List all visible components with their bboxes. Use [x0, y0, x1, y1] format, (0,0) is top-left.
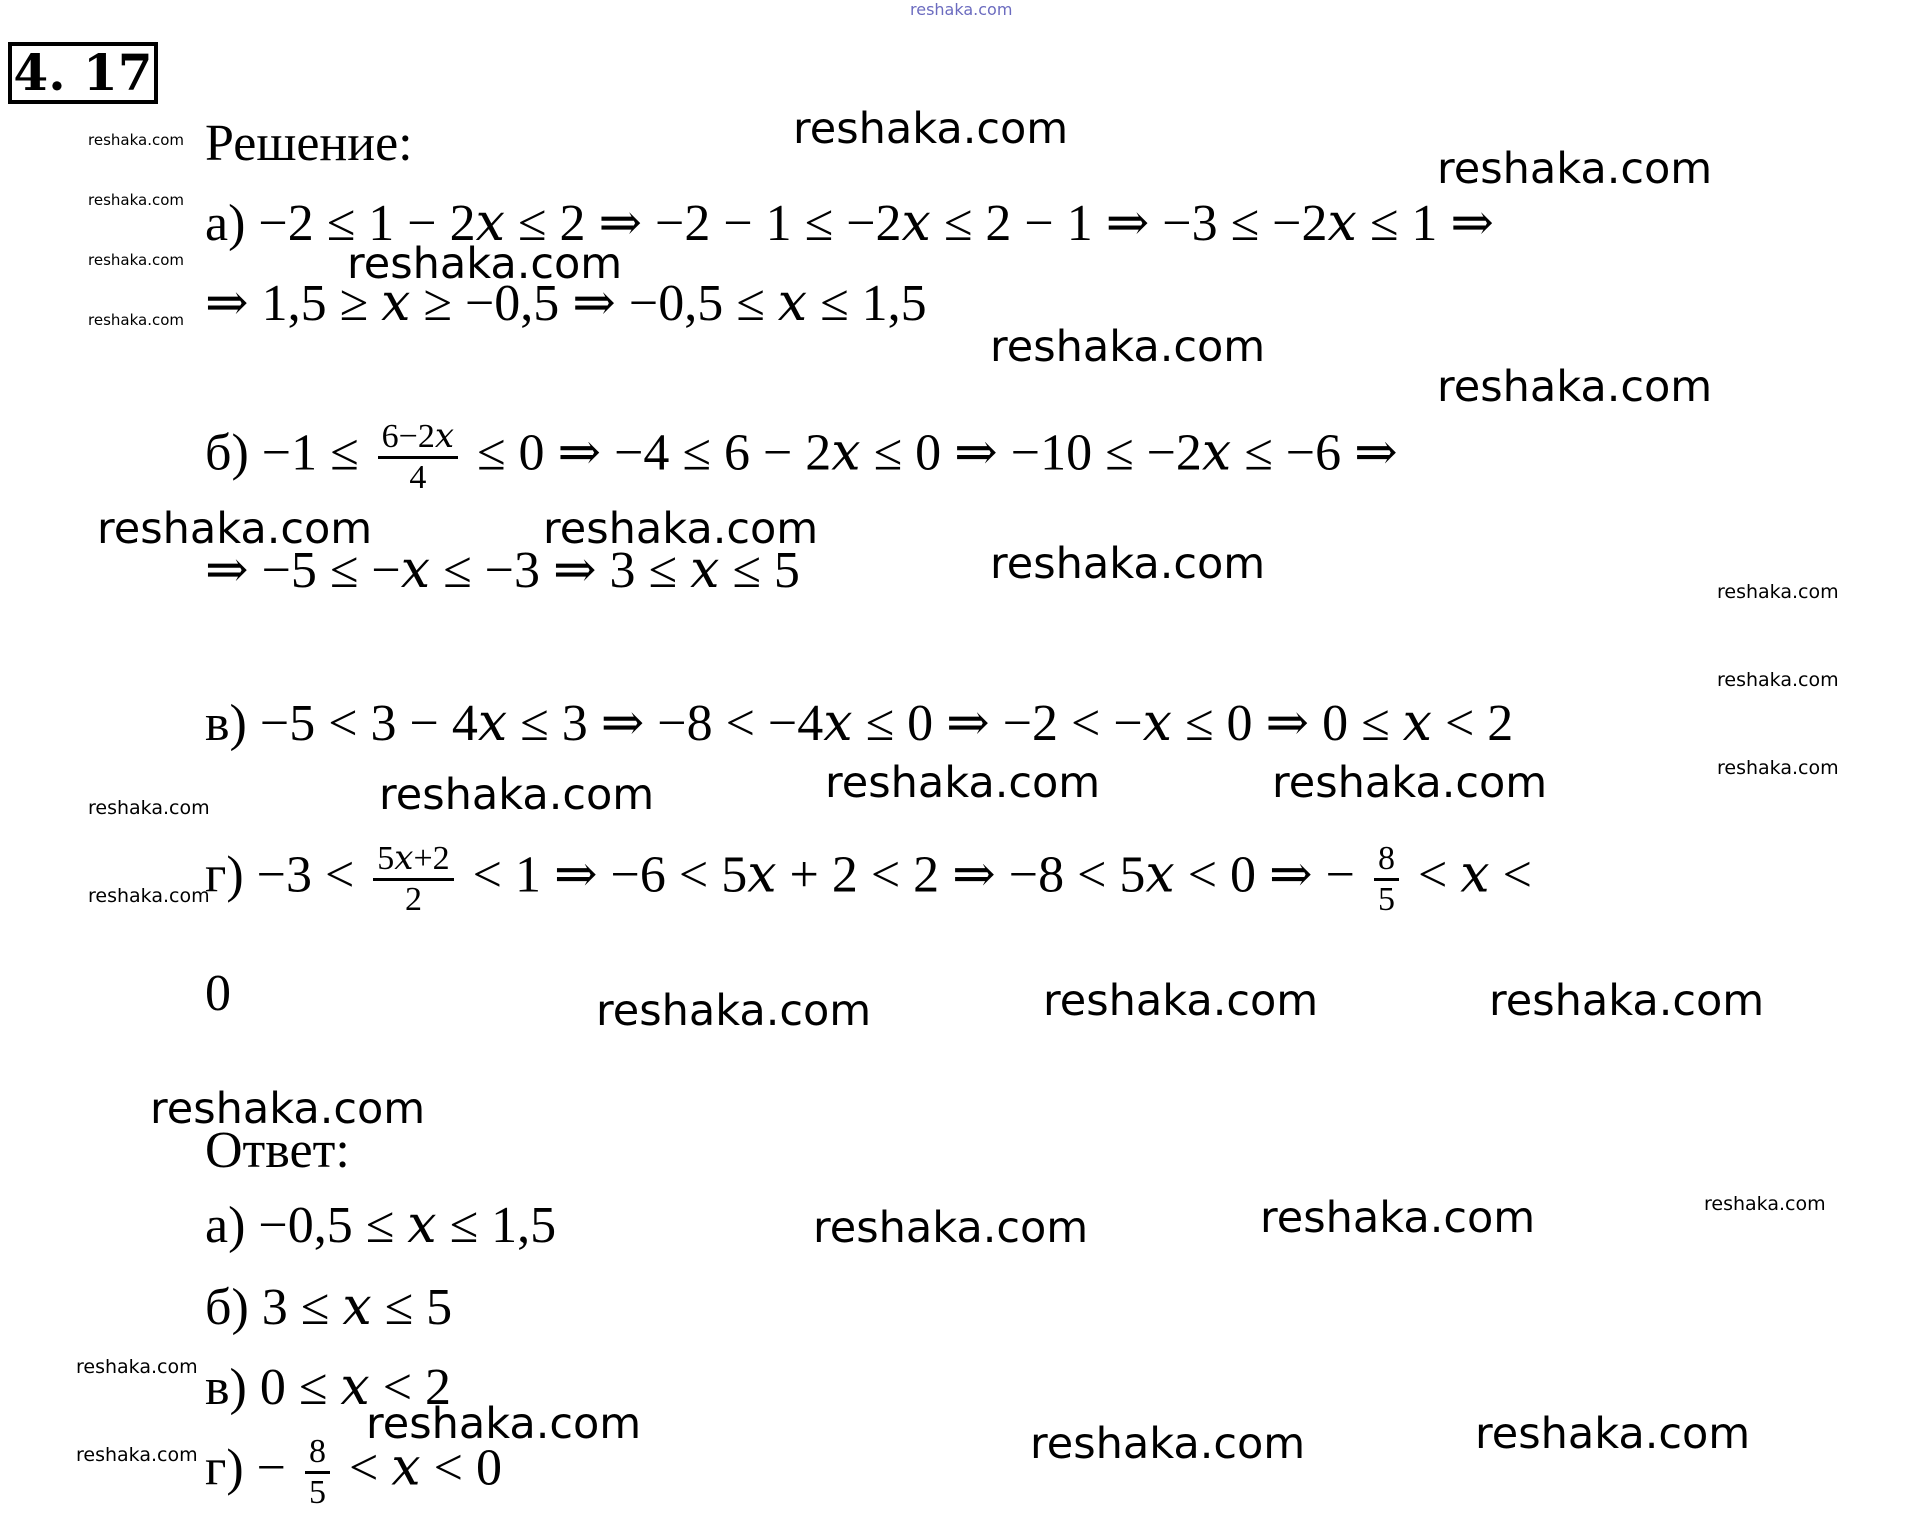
- watermark: reshaka.com: [990, 539, 1266, 589]
- solution-b-line1: [205, 420, 1398, 495]
- answer-g-post: < 𝑥 < 0: [348, 1439, 502, 1497]
- watermark: reshaka.com: [1437, 362, 1713, 412]
- watermark: reshaka.com: [1717, 757, 1839, 779]
- watermark: reshaka.com: [97, 504, 373, 554]
- solution-g-mid: < 1 ⇒ −6 < 5𝑥 + 2 < 2 ⇒ −8 < 5𝑥 < 0 ⇒ −: [472, 846, 1355, 904]
- solution-g-fraction1: [373, 842, 453, 917]
- fraction-numerator: 6−2𝑥: [378, 420, 458, 459]
- solution-a-line2: ⇒ 1,5 ≥ 𝑥 ≥ −0,5 ⇒ −0,5 ≤ 𝑥 ≤ 1,5: [205, 275, 927, 332]
- answer-g-pre: г) −: [205, 1439, 286, 1497]
- watermark: reshaka.com: [366, 1399, 642, 1449]
- watermark: reshaka.com: [1704, 1193, 1826, 1215]
- watermark: reshaka.com: [88, 251, 184, 269]
- fraction-denominator: 2: [404, 881, 422, 918]
- watermark: reshaka.com: [1437, 144, 1713, 194]
- watermark: reshaka.com: [1043, 976, 1319, 1026]
- problem-number: 4. 17: [8, 42, 158, 104]
- fraction-denominator: 4: [409, 459, 427, 496]
- watermark: reshaka.com: [150, 1084, 426, 1134]
- solution-b-fraction: [378, 420, 458, 495]
- watermark: reshaka.com: [596, 986, 872, 1036]
- solution-g-line1: [205, 842, 1532, 917]
- watermark: reshaka.com: [88, 191, 184, 209]
- solution-g-line2: 0: [205, 965, 231, 1022]
- watermark: reshaka.com: [793, 104, 1069, 154]
- solution-a-line1: а) −2 ≤ 1 − 2𝑥 ≤ 2 ⇒ −2 − 1 ≤ −2𝑥 ≤ 2 − 1 ⇒ −3 ≤ −2𝑥 ≤ 1 ⇒: [205, 195, 1494, 252]
- solution-g-pre: г) −3 <: [205, 846, 355, 904]
- solution-g-fraction2: [1374, 842, 1399, 917]
- solution-v-line1: в) −5 < 3 − 4𝑥 ≤ 3 ⇒ −8 < −4𝑥 ≤ 0 ⇒ −2 < −𝑥 ≤ 0 ⇒ 0 ≤ 𝑥 < 2: [205, 695, 1514, 752]
- watermark: reshaka.com: [88, 131, 184, 149]
- fraction-numerator: 8: [305, 1435, 330, 1474]
- watermark: reshaka.com: [1717, 581, 1839, 603]
- fraction-denominator: 5: [308, 1474, 326, 1511]
- watermark: reshaka.com: [1717, 669, 1839, 691]
- watermark: reshaka.com: [1475, 1409, 1751, 1459]
- watermark: reshaka.com: [379, 770, 655, 820]
- watermark: reshaka.com: [1489, 976, 1765, 1026]
- solution-b-post: ≤ 0 ⇒ −4 ≤ 6 − 2𝑥 ≤ 0 ⇒ −10 ≤ −2𝑥 ≤ −6 ⇒: [477, 424, 1398, 482]
- watermark-top: reshaka.com: [910, 0, 1013, 19]
- answer-b: б) 3 ≤ 𝑥 ≤ 5: [205, 1279, 453, 1336]
- fraction-numerator: 8: [1374, 842, 1399, 881]
- solution-b-pre: б) −1 ≤: [205, 424, 359, 482]
- solution-b-line2: ⇒ −5 ≤ −𝑥 ≤ −3 ⇒ 3 ≤ 𝑥 ≤ 5: [205, 542, 800, 599]
- watermark: reshaka.com: [76, 1444, 198, 1466]
- watermark: reshaka.com: [990, 322, 1266, 372]
- answer-v: в) 0 ≤ 𝑥 < 2: [205, 1359, 452, 1416]
- watermark: reshaka.com: [825, 758, 1101, 808]
- answer-g-fraction: [305, 1435, 330, 1510]
- fraction-numerator: 5𝑥+2: [373, 842, 453, 881]
- watermark: reshaka.com: [88, 797, 210, 819]
- watermark: reshaka.com: [543, 504, 819, 554]
- answer-heading: Ответ:: [205, 1122, 350, 1179]
- watermark: reshaka.com: [76, 1356, 198, 1378]
- watermark: reshaka.com: [88, 885, 210, 907]
- fraction-denominator: 5: [1377, 881, 1395, 918]
- watermark: reshaka.com: [1030, 1419, 1306, 1469]
- watermark: reshaka.com: [1272, 758, 1548, 808]
- watermark: reshaka.com: [813, 1203, 1089, 1253]
- watermark: reshaka.com: [1260, 1193, 1536, 1243]
- solution-heading: Решение:: [205, 115, 413, 172]
- answer-a: а) −0,5 ≤ 𝑥 ≤ 1,5: [205, 1197, 557, 1254]
- solution-g-post: < 𝑥 <: [1417, 846, 1532, 904]
- watermark: reshaka.com: [347, 239, 623, 289]
- watermark: reshaka.com: [88, 311, 184, 329]
